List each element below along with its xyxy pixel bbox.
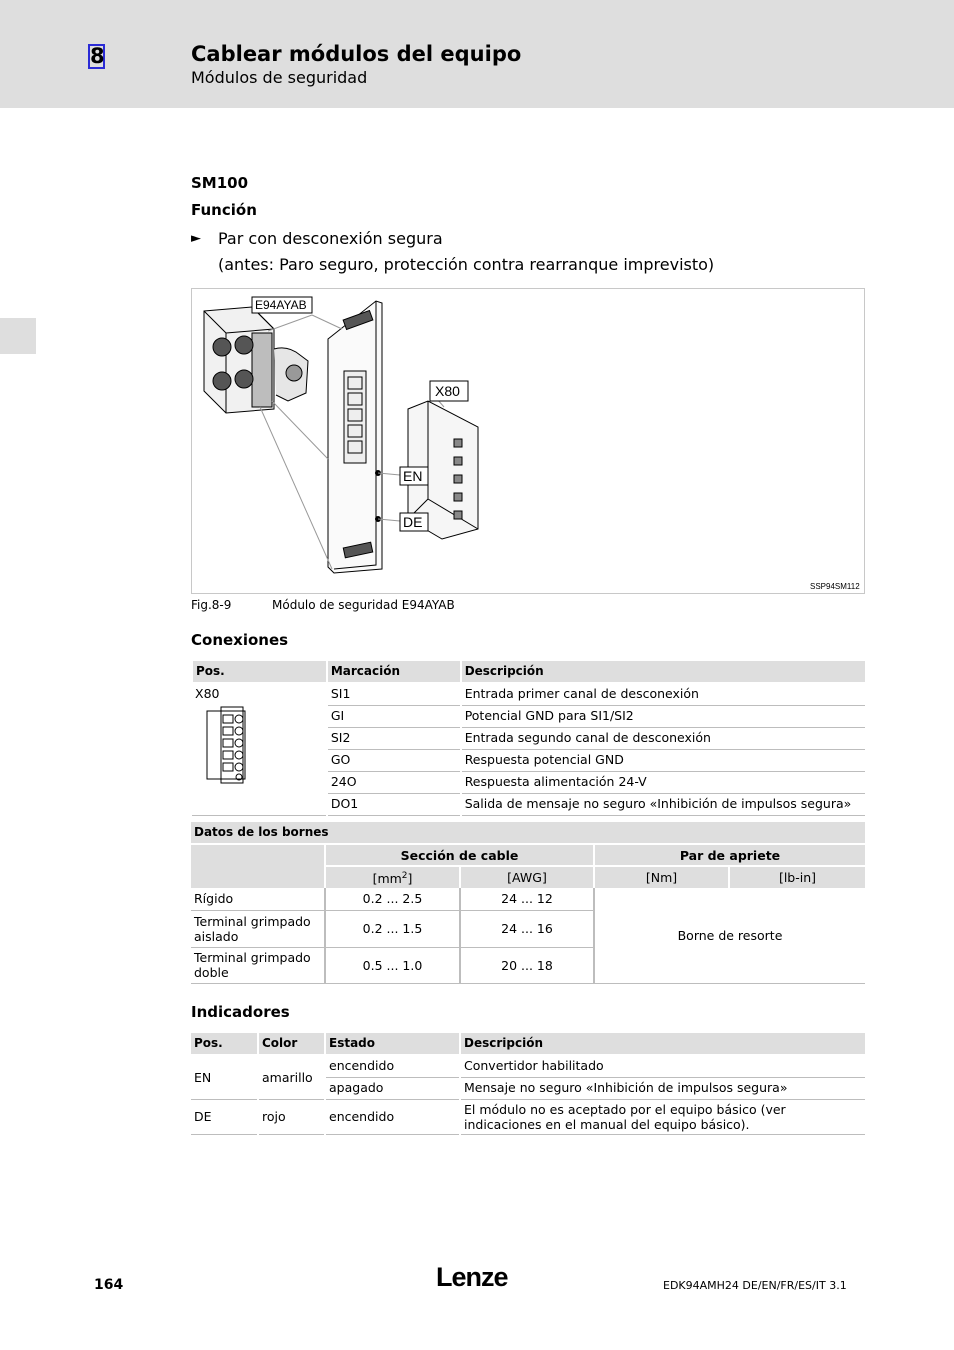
empty-header-cell xyxy=(191,844,325,888)
unit-lbin: [lb-in] xyxy=(729,866,865,888)
table-header-row xyxy=(191,1033,865,1055)
state-cell: encendido xyxy=(325,1055,460,1077)
connections-heading: Conexiones xyxy=(191,631,289,649)
indicator-color-de: rojo xyxy=(258,1099,325,1134)
awg-cell: 24 ... 12 xyxy=(460,888,594,910)
bullet-text-line2: (antes: Paro seguro, protección contra rearranque imprevisto) xyxy=(218,255,715,274)
section-heading: SM100 xyxy=(191,174,249,192)
connector-pos: X80 xyxy=(195,686,220,701)
figure-label-module: E94AYAB xyxy=(255,298,307,312)
unit-awg: [AWG] xyxy=(460,866,594,888)
brand-logo: Lenze xyxy=(436,1262,508,1292)
side-tab-marker xyxy=(0,318,36,354)
page-subtitle: Módulos de seguridad xyxy=(191,68,368,87)
indicators-heading: Indicadores xyxy=(191,1003,290,1021)
state-cell: apagado xyxy=(325,1077,460,1099)
awg-cell: 24 ... 16 xyxy=(460,910,594,947)
table-row xyxy=(191,1099,865,1134)
figure-code: SSP94SM112 xyxy=(810,582,860,591)
figure-caption: Módulo de seguridad E94AYAB xyxy=(272,598,455,612)
marking-cell: 24O xyxy=(327,771,461,793)
table-row xyxy=(191,888,865,910)
terminal-data-table xyxy=(191,822,865,984)
table-header-row xyxy=(192,661,865,683)
description-cell: Salida de mensaje no seguro «Inhibición de impulsos segura» xyxy=(461,793,865,815)
indicator-pos-en: EN xyxy=(191,1055,258,1099)
figure-caption-number: Fig.8-9 xyxy=(191,598,232,612)
marking-cell: GO xyxy=(327,749,461,771)
function-heading: Función xyxy=(191,201,257,219)
indicator-color-en: amarillo xyxy=(258,1055,325,1099)
description-cell: Respuesta potencial GND xyxy=(461,749,865,771)
marking-cell: SI2 xyxy=(327,727,461,749)
awg-cell: 20 ... 18 xyxy=(460,947,594,983)
table-group-header-row xyxy=(191,844,865,866)
description-cell: Mensaje no seguro «Inhibición de impulsos segura» xyxy=(460,1077,865,1099)
bullet-arrow-icon: ► xyxy=(191,231,201,246)
document-id: EDK94AMH24 DE/EN/FR/ES/IT 3.1 xyxy=(663,1279,847,1292)
marking-cell: DO1 xyxy=(327,793,461,815)
mm2-cell: 0.5 ... 1.0 xyxy=(325,947,460,983)
terminal-type-cell: Terminal grimpado aislado xyxy=(191,910,325,947)
col-header-description: Descripción xyxy=(461,661,865,683)
col-header-pos: Pos. xyxy=(192,661,327,683)
cable-section-header: Sección de cable xyxy=(325,844,594,866)
description-cell: Entrada primer canal de desconexión xyxy=(461,683,865,705)
torque-header: Par de apriete xyxy=(594,844,865,866)
figure-label-x80: X80 xyxy=(435,383,460,399)
page-title: Cablear módulos del equipo xyxy=(191,42,522,66)
bullet-text-line1: Par con desconexión segura xyxy=(218,229,443,248)
description-cell: Convertidor habilitado xyxy=(460,1055,865,1077)
description-cell: Potencial GND para SI1/SI2 xyxy=(461,705,865,727)
mm2-cell: 0.2 ... 2.5 xyxy=(325,888,460,910)
unit-mm2: $[mm^2]$ xyxy=(325,866,460,888)
unit-nm: [Nm] xyxy=(594,866,729,888)
description-cell: Entrada segundo canal de desconexión xyxy=(461,727,865,749)
terminal-type-cell: Rígido xyxy=(191,888,325,910)
marking-cell: SI1 xyxy=(327,683,461,705)
chapter-number: 8 xyxy=(90,44,105,68)
col-header-pos: Pos. xyxy=(191,1033,258,1055)
terminal-type-cell: Terminal grimpado doble xyxy=(191,947,325,983)
col-header-description: Descripción xyxy=(460,1033,865,1055)
description-cell: Respuesta alimentación 24-V xyxy=(461,771,865,793)
marking-cell: GI xyxy=(327,705,461,727)
figure-label-en: EN xyxy=(403,468,423,484)
col-header-color: Color xyxy=(258,1033,325,1055)
terminal-data-title: Datos de los bornes xyxy=(191,822,865,844)
connector-pos-cell xyxy=(192,683,327,815)
col-header-state: Estado xyxy=(325,1033,460,1055)
mm2-cell: 0.2 ... 1.5 xyxy=(325,910,460,947)
spring-terminal-cell: Borne de resorte xyxy=(594,888,865,983)
table-title-row xyxy=(191,822,865,844)
figure-box xyxy=(191,288,865,594)
indicators-table xyxy=(191,1033,865,1135)
figure-label-de: DE xyxy=(403,514,423,530)
table-row xyxy=(191,1055,865,1077)
indicator-pos-de: DE xyxy=(191,1099,258,1134)
module-illustration xyxy=(192,289,864,593)
x80-connector-icon xyxy=(203,705,249,785)
col-header-marking: Marcación xyxy=(327,661,461,683)
connections-table xyxy=(191,661,865,816)
page-number: 164 xyxy=(94,1277,124,1293)
table-row xyxy=(192,683,865,705)
state-cell: encendido xyxy=(325,1099,460,1134)
description-cell: El módulo no es aceptado por el equipo básico (ver indicaciones en el manual del equipo básico). xyxy=(460,1099,865,1134)
